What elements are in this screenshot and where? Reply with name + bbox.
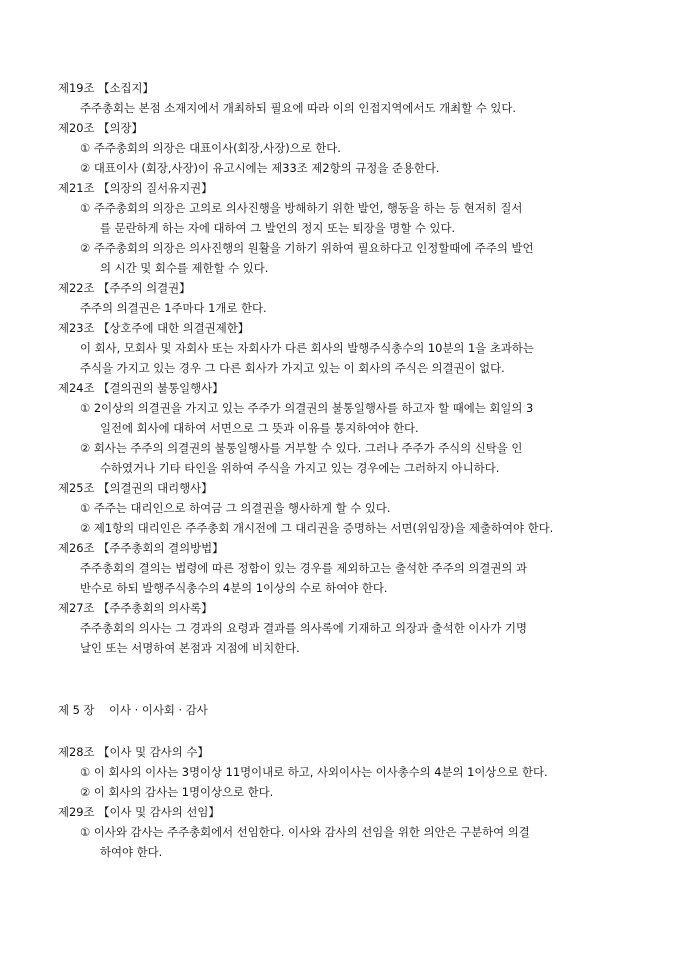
article-24-clause-1: ① 2이상의 의결권을 가지고 있는 주주가 의결권의 불통일행사를 하고자 할 때에는 회일의 3 [80, 401, 534, 415]
article-29-clause-1-cont: 하여야 한다. [100, 845, 163, 859]
article-24-clause-1-cont: 일전에 회사에 대하여 서면으로 그 뜻과 이유를 통지하여야 한다. [100, 421, 419, 435]
chapter-5-title: 제 5 장 이사 · 이사회 · 감사 [58, 703, 208, 717]
article-21-clause-1-cont: 를 문란하게 하는 자에 대하여 그 발언의 정지 또는 퇴장을 명할 수 있다. [100, 221, 456, 235]
article-19-heading: 제19조 【소집지】 [58, 81, 154, 95]
article-21-clause-2: ② 주주총회의 의장은 의사진행의 원활을 기하기 위하여 필요하다고 인정할때에 주주의 발언 [80, 241, 534, 255]
article-20-clause-1: ① 주주총회의 의장은 대표이사(회장,사장)으로 한다. [80, 141, 341, 155]
article-23-text-1: 이 회사, 모회사 및 자회사 또는 자회사가 다른 회사의 발행주식총수의 10분의 1을 초과하는 [80, 341, 534, 355]
article-22-text: 주주의 의결권은 1주마다 1개로 한다. [80, 301, 267, 315]
article-24-clause-2: ② 회사는 주주의 의결권의 불통일행사를 거부할 수 있다. 그러나 주주가 주식의 신탁을 인 [80, 441, 523, 455]
article-21-heading: 제21조 【의장의 질서유지권】 [58, 181, 213, 195]
article-29-clause-1: ① 이사와 감사는 주주총회에서 선임한다. 이사와 감사의 선임을 위한 의안은 구분하여 의결 [80, 825, 530, 839]
article-19-text: 주주총회는 본점 소재지에서 개최하되 필요에 따라 이의 인접지역에서도 개최할 수 있다. [80, 101, 516, 115]
article-28-clause-2: ② 이 회사의 감사는 1명이상으로 한다. [80, 785, 274, 799]
article-27-text-1: 주주총회의 의사는 그 경과의 요령과 결과를 의사록에 기재하고 의장과 출석한 이사가 기명 [80, 621, 527, 635]
article-27-heading: 제27조 【주주총회의 의사록】 [58, 601, 213, 615]
article-25-heading: 제25조 【의결권의 대리행사】 [58, 481, 213, 495]
article-21-clause-2-cont: 의 시간 및 회수를 제한할 수 있다. [100, 261, 269, 275]
article-29-heading: 제29조 【이사 및 감사의 선임】 [58, 805, 220, 819]
article-26-heading: 제26조 【주주총회의 결의방법】 [58, 541, 224, 555]
article-21-clause-1: ① 주주총회의 의장은 고의로 의사진행을 방해하기 위한 발언, 행동을 하는 등 현저히 질서 [80, 201, 523, 215]
article-23-heading: 제23조 【상호주에 대한 의결권제한】 [58, 321, 250, 335]
article-28-heading: 제28조 【이사 및 감사의 수】 [58, 745, 209, 759]
article-20-clause-2: ② 대표이사 (회장,사장)이 유고시에는 제33조 제2항의 규정을 준용한다. [80, 161, 440, 175]
article-22-heading: 제22조 【주주의 의결권】 [58, 281, 191, 295]
article-25-clause-2: ② 제1항의 대리인은 주주총회 개시전에 그 대리권을 증명하는 서면(위임장)을 제출하여야 한다. [80, 521, 554, 535]
article-24-clause-2-cont: 수하였거나 기타 타인을 위하여 주식을 가지고 있는 경우에는 그러하지 아니하다. [100, 461, 500, 475]
article-25-clause-1: ① 주주는 대리인으로 하여금 그 의결권을 행사하게 할 수 있다. [80, 501, 391, 515]
article-23-text-2: 주식을 가지고 있는 경우 그 다른 회사가 가지고 있는 이 회사의 주식은 의결권이 없다. [80, 361, 505, 375]
article-26-text-1: 주주총회의 결의는 법령에 따른 정함이 있는 경우를 제외하고는 출석한 주주의 의결권의 과 [80, 561, 527, 575]
article-27-text-2: 날인 또는 서명하여 본점과 지점에 비치한다. [80, 641, 300, 655]
article-28-clause-1: ① 이 회사의 이사는 3명이상 11명이내로 하고, 사외이사는 이사총수의 4분의 1이상으로 한다. [80, 765, 548, 779]
article-26-text-2: 반수로 하되 발행주식총수의 4분의 1이상의 수로 하여야 한다. [80, 581, 388, 595]
article-20-heading: 제20조 【의장】 [58, 121, 143, 135]
article-24-heading: 제24조 【결의권의 불통일행사】 [58, 381, 224, 395]
